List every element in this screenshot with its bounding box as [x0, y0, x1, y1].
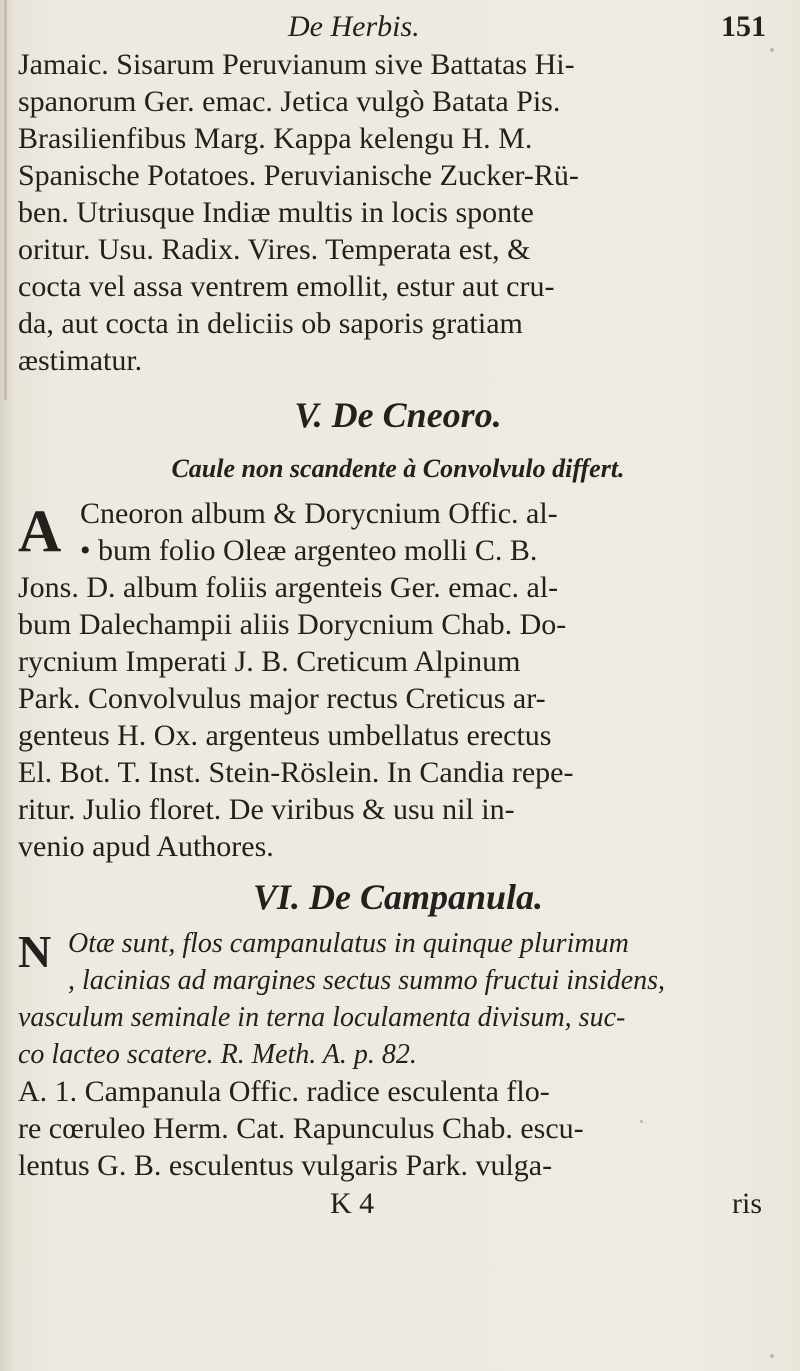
section-notes-campanula: [18, 925, 778, 999]
drop-cap: N: [18, 926, 52, 977]
text-line: vasculum seminale in terna loculamenta divisum, suc-: [18, 1002, 626, 1033]
drop-cap: A: [18, 498, 62, 564]
text-line: æstimatur.: [18, 344, 143, 377]
text-line: Cneoron album & Dorycnium Offic. al-: [80, 497, 558, 530]
text-line: lentus G. B. esculentus vulgaris Park. vulga-: [18, 1149, 553, 1182]
binding-gutter: [4, 0, 7, 400]
page-number: 151: [721, 10, 766, 43]
text-line: Jons. D. album foliis argenteis Ger. emac. al-: [18, 571, 559, 604]
page-text: [18, 10, 778, 1224]
text-line: spanorum Ger. emac. Jetica vulgò Batata Pis.: [18, 85, 561, 118]
top-paragraph: [18, 46, 778, 379]
section-body-campanula: [18, 1073, 778, 1184]
text-line: A. 1. Campanula Offic. radice esculenta flo-: [18, 1075, 550, 1108]
text-line: da, aut cocta in deliciis ob saporis gratiam: [18, 307, 523, 340]
text-line: bum Dalechampii aliis Dorycnium Chab. Do-: [18, 608, 567, 641]
text-line: Otæ sunt, flos campanulatus in quinque plurimum: [68, 928, 629, 959]
section-subheading-cneoro: Caule non scandente à Convolvulo differt.: [171, 454, 625, 483]
text-line: co lacteo scatere. R. Meth. A. p. 82.: [18, 1039, 417, 1070]
section-body-cneoro-continued: [18, 569, 778, 865]
text-line: venio apud Authores.: [18, 830, 274, 863]
running-head-title: De Herbis.: [288, 10, 420, 43]
text-line: • bum folio Oleæ argenteo molli C. B.: [80, 534, 538, 567]
text-line: genteus H. Ox. argenteus umbellatus erectus: [18, 719, 552, 752]
text-line: Spanische Potatoes. Peruvianische Zucker-Rü-: [18, 159, 579, 192]
text-line: re cœruleo Herm. Cat. Rapunculus Chab. escu-: [18, 1112, 584, 1145]
text-line: El. Bot. T. Inst. Stein-Röslein. In Candia repe-: [18, 756, 574, 789]
running-head: [18, 10, 778, 46]
paper-speck: [770, 1354, 774, 1358]
text-line: rycnium Imperati J. B. Creticum Alpinum: [18, 645, 521, 678]
text-line: cocta vel assa ventrem emollit, estur aut cru-: [18, 270, 555, 303]
text-line: Park. Convolvulus major rectus Creticus ar-: [18, 682, 546, 715]
catchline: [18, 1184, 778, 1224]
section-heading-cneoro: V. De Cneoro.: [294, 395, 502, 435]
text-line: ritur. Julio floret. De viribus & usu nil in-: [18, 793, 515, 826]
signature-mark: K 4: [330, 1187, 375, 1220]
text-line: Jamaic. Sisarum Peruvianum sive Battatas Hi-: [18, 48, 575, 81]
text-line: , lacinias ad margines sectus summo fructui insidens,: [68, 965, 666, 996]
text-line: Brasilienfibus Marg. Kappa kelengu H. M.: [18, 122, 533, 155]
section-heading-campanula: VI. De Campanula.: [252, 877, 544, 917]
text-line: oritur. Usu. Radix. Vires. Temperata est, &: [18, 233, 531, 266]
section-body-cneoro: [18, 495, 778, 569]
section-notes-campanula-continued: [18, 999, 778, 1073]
catchword: ris: [732, 1187, 762, 1220]
text-line: ben. Utriusque Indiæ multis in locis sponte: [18, 196, 534, 229]
